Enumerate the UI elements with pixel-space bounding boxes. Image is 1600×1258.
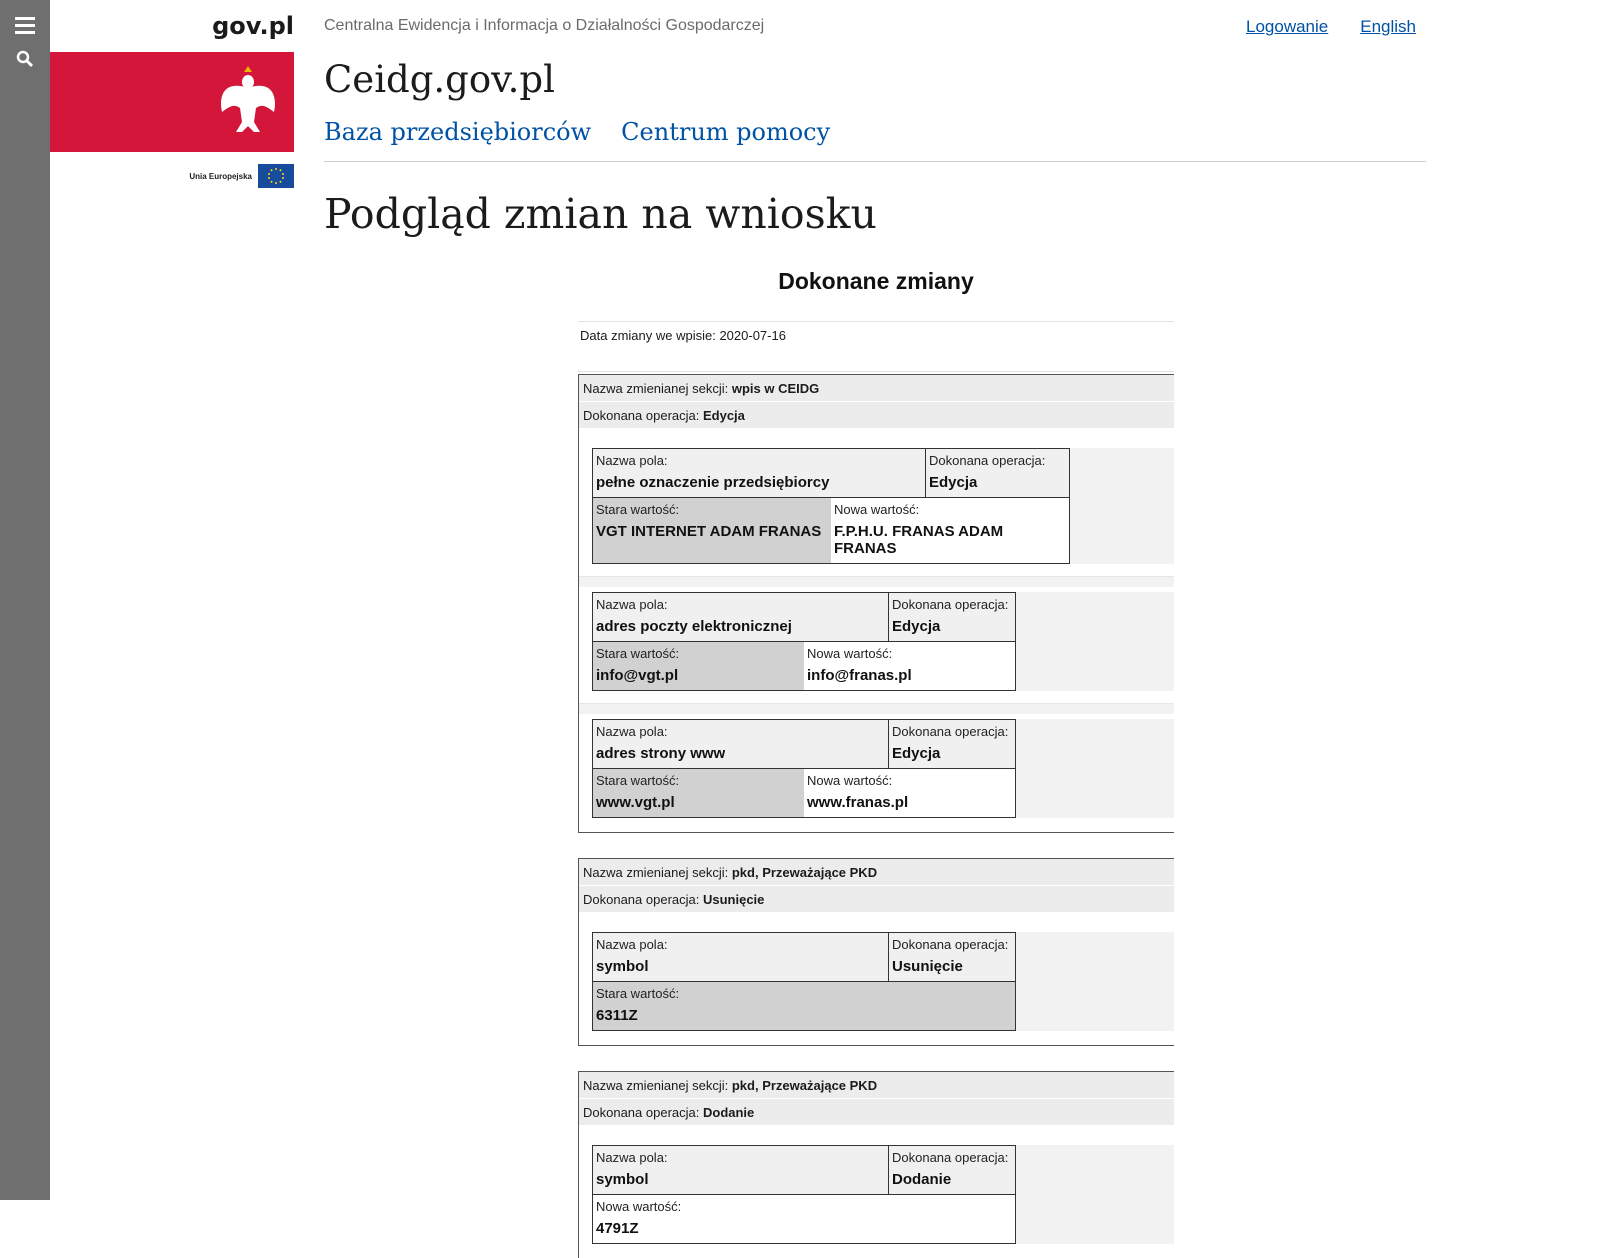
search-icon[interactable] (12, 46, 38, 72)
changes-heading: Dokonane zmiany (778, 268, 974, 294)
section-operation-row: Dokonana operacja: Edycja (579, 402, 1174, 429)
section-name-row: Nazwa zmienianej sekcji: wpis w CEIDG (579, 375, 1174, 402)
section-operation-row: Dokonana operacja: Usunięcie (579, 886, 1174, 913)
language-link[interactable]: English (1360, 17, 1417, 36)
govpl-logo[interactable]: gov.pl (212, 12, 294, 40)
section-name-row: Nazwa zmienianej sekcji: pkd, Przeważające PKD (579, 859, 1174, 886)
field-change: Nazwa pola: symbol Dokonana operacja: Usunięcie Stara wartość: 6311Z (592, 932, 1174, 1031)
field-change: Nazwa pola: pełne oznaczenie przedsiębiorcy Dokonana operacja: Edycja Stara wartość: VGT INTERNET ADAM FRANAS Nowa wartość: F.P.H.U. FRANAS ADAM FRANAS (592, 448, 1174, 564)
field-change: Nazwa pola: symbol Dokonana operacja: Dodanie Nowa wartość: 4791Z (592, 1145, 1174, 1244)
changes-panel (578, 268, 1174, 1258)
change-section (578, 374, 1174, 833)
nav-baza[interactable]: Baza przedsiębiorców (324, 118, 592, 146)
header-subtitle: Centralna Ewidencja i Informacja o Działalności Gospodarczej (324, 17, 765, 34)
eu-badge (189, 164, 294, 188)
login-link[interactable]: Logowanie (1246, 17, 1329, 36)
top-links (1246, 17, 1416, 37)
eu-label: Unia Europejska (189, 171, 252, 181)
main-nav (324, 118, 830, 146)
menu-icon[interactable] (12, 12, 38, 38)
change-date: Data zmiany we wpisie: 2020-07-16 (578, 321, 1174, 372)
site-title[interactable]: Ceidg.gov.pl (324, 58, 555, 101)
section-operation-row: Dokonana operacja: Dodanie (579, 1099, 1174, 1126)
section-name-row: Nazwa zmienianej sekcji: pkd, Przeważające PKD (579, 1072, 1174, 1099)
emblem-banner (50, 52, 294, 152)
divider (324, 161, 1426, 162)
eu-flag-icon (258, 164, 294, 188)
field-change: Nazwa pola: adres strony www Dokonana operacja: Edycja Stara wartość: www.vgt.pl Nowa wartość: www.franas.pl (592, 719, 1174, 818)
change-section (578, 1071, 1174, 1258)
side-rail (0, 0, 50, 1200)
field-change: Nazwa pola: adres poczty elektronicznej Dokonana operacja: Edycja Stara wartość: info@vgt.pl Nowa wartość: info@franas.pl (592, 592, 1174, 691)
page-title: Podgląd zmian na wniosku (324, 190, 877, 238)
nav-centrum-pomocy[interactable]: Centrum pomocy (621, 118, 831, 146)
change-section (578, 858, 1174, 1046)
eagle-icon (216, 60, 280, 134)
